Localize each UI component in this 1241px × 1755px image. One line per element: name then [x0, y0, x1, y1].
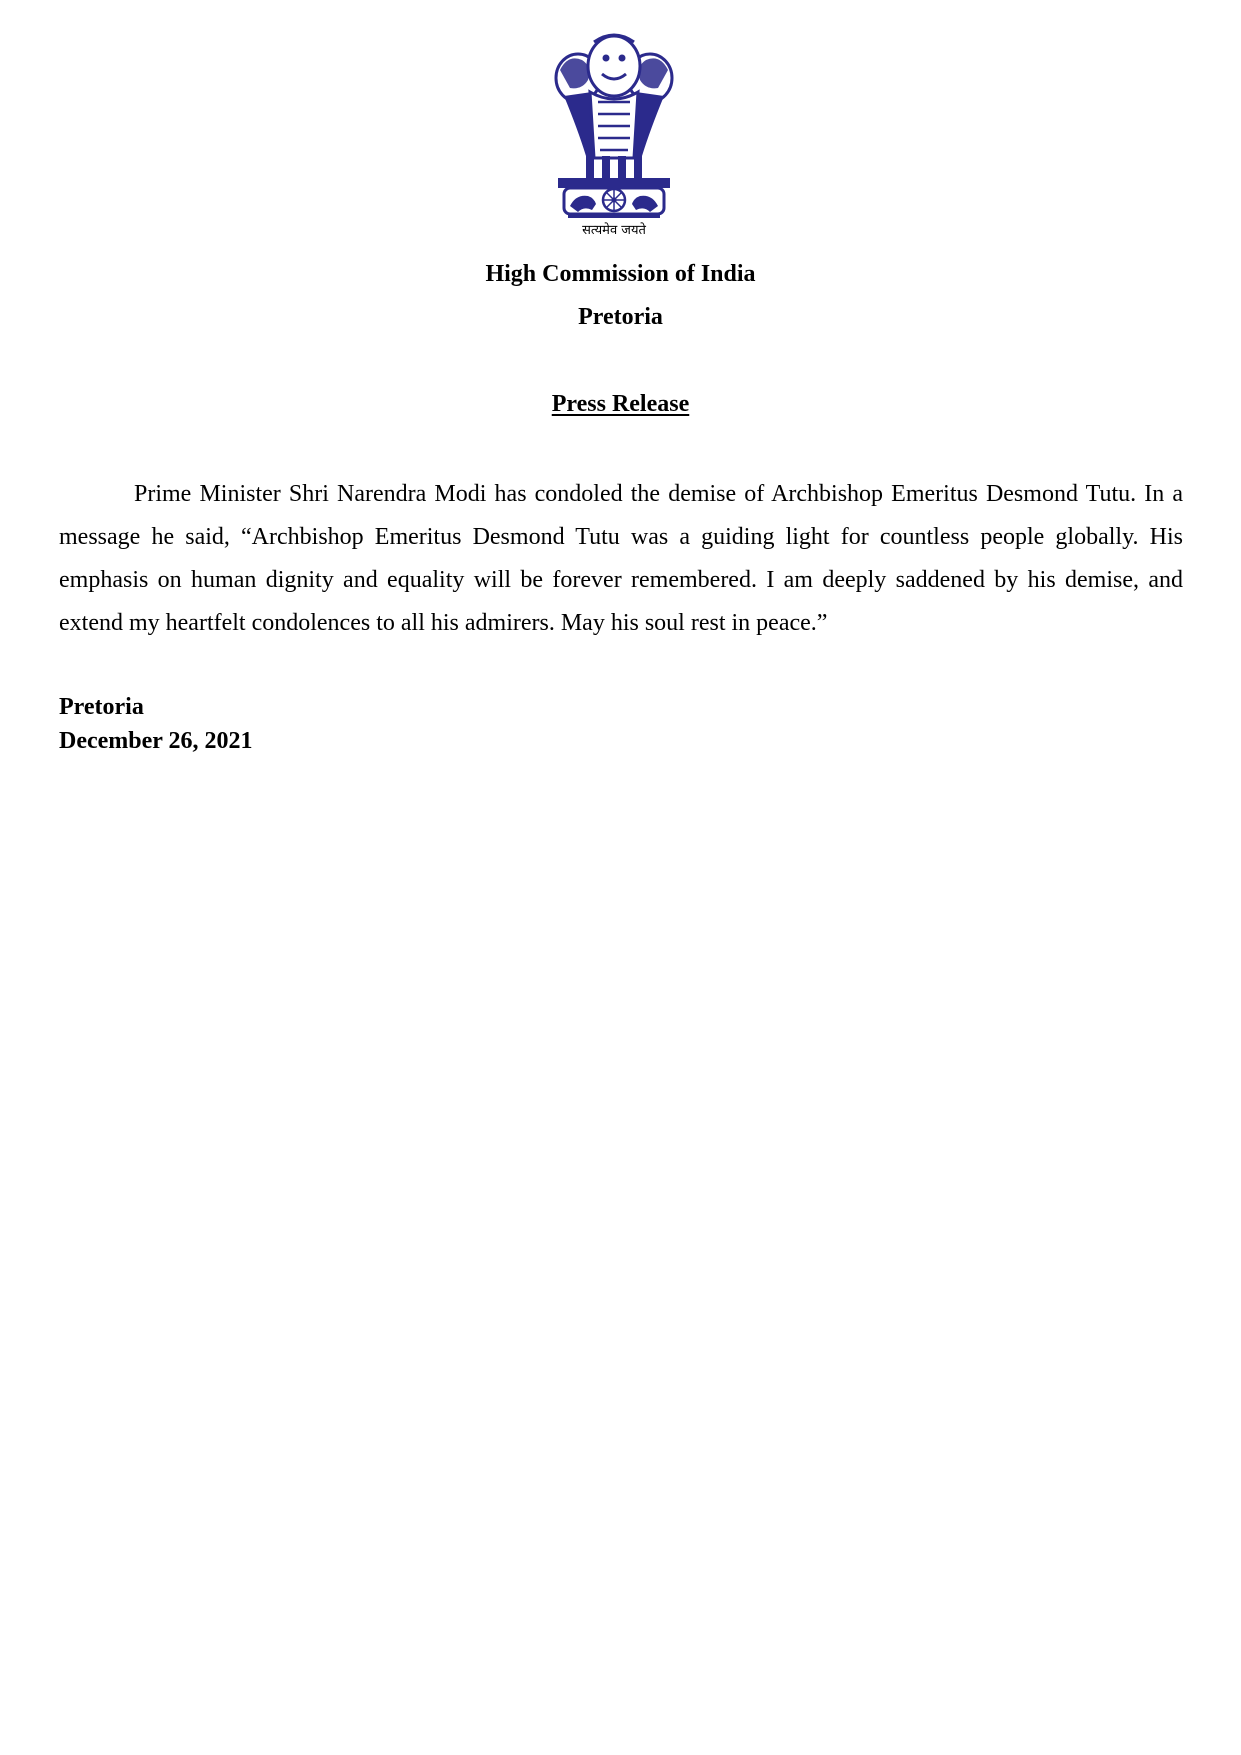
organization-city: Pretoria — [578, 304, 663, 330]
press-release-body: Prime Minister Shri Narendra Modi has condoled the demise of Archbishop Emeritus Desmond Tutu. In a message he said, “Archbishop Emeritus Desmond Tutu was a guiding light for countless people globally. His emphasis on human dignity and equality will be forever remembered. I am deeply saddened by his demise, and extend my heartfelt condolences to all his admirers. May his soul rest in peace.” — [59, 481, 1183, 636]
document-title: Press Release — [551, 391, 690, 417]
signature-date: December 26, 2021 — [59, 728, 253, 754]
national-emblem-icon — [544, 28, 684, 240]
emblem-motto: सत्यमेव जयते — [582, 223, 646, 238]
signature-place: Pretoria — [59, 694, 144, 720]
organization-name: High Commission of India — [485, 261, 756, 287]
